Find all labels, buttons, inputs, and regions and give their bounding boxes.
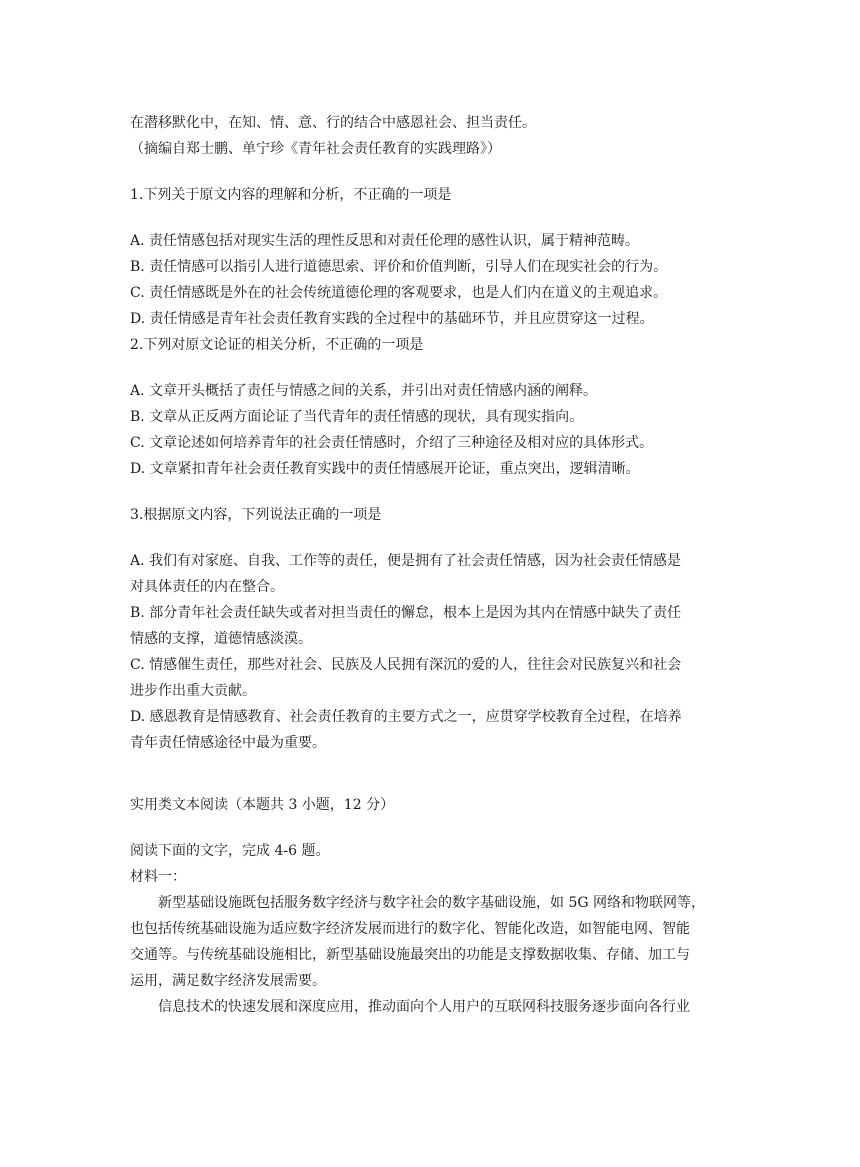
question-3-option-d-line1: D. 感恩教育是情感教育、社会责任教育的主要方式之一，应贯穿学校教育全过程，在培养 (130, 709, 682, 725)
section-heading: 实用类文本阅读（本题共 3 小题，12 分） (130, 797, 395, 813)
question-3-option-a-line2: 对具体责任的内在整合。 (130, 579, 284, 595)
question-1-option-a: A. 责任情感包括对现实生活的理性反思和对责任伦理的感性认识，属于精神范畴。 (130, 233, 640, 249)
question-3-option-b-line1: B. 部分青年社会责任缺失或者对担当责任的懈怠，根本上是因为其内在情感中缺失了责任 (130, 605, 682, 621)
question-2-option-c: C. 文章论述如何培养青年的社会责任情感时，介绍了三种途径及相对应的具体形式。 (130, 435, 654, 451)
source-citation: （摘编自郑士鹏、单宁珍《青年社会责任教育的实践理路》） (130, 141, 501, 157)
material-paragraph-1-line1: 新型基础设施既包括服务数字经济与数字社会的数字基础设施，如 5G 网络和物联网等， (158, 895, 705, 911)
reading-instruction: 阅读下面的文字，完成 4-6 题。 (130, 843, 330, 859)
question-3-stem: 3.根据原文内容，下列说法正确的一项是 (130, 507, 382, 523)
material-paragraph-1-line3: 交通等。与传统基础设施相比，新型基础设施最突出的功能是支撑数据收集、存储、加工与 (130, 947, 690, 963)
question-2-option-d: D. 文章紧扣青年社会责任教育实践中的责任情感展开论证，重点突出，逻辑清晰。 (130, 461, 640, 477)
material-paragraph-2-line1: 信息技术的快速发展和深度应用，推动面向个人用户的互联网科技服务逐步面向各行业 (158, 999, 690, 1015)
question-1-option-c: C. 责任情感既是外在的社会传统道德伦理的客观要求，也是人们内在道义的主观追求。 (130, 285, 668, 301)
intro-line: 在潜移默化中，在知、情、意、行的结合中感恩社会、担当责任。 (130, 115, 536, 131)
material-paragraph-1-line2: 也包括传统基础设施为适应数字经济发展而进行的数字化、智能化改造，如智能电网、智能 (130, 921, 690, 937)
material-label: 材料一： (130, 869, 186, 885)
question-3-option-d-line2: 青年责任情感途径中最为重要。 (130, 735, 326, 751)
document-content (130, 110, 740, 1020)
material-paragraph-1-line4: 运用，满足数字经济发展需要。 (130, 973, 326, 989)
question-3-option-c-line1: C. 情感催生责任，那些对社会、民族及人民拥有深沉的爱的人，往往会对民族复兴和社会 (130, 657, 682, 673)
question-3-option-b-line2: 情感的支撑，道德情感淡漠。 (130, 631, 312, 647)
question-2-option-a: A. 文章开头概括了责任与情感之间的关系，并引出对责任情感内涵的阐释。 (130, 383, 598, 399)
question-1-option-d: D. 责任情感是青年社会责任教育实践的全过程中的基础环节，并且应贯穿这一过程。 (130, 311, 654, 327)
question-2-stem: 2.下列对原文论证的相关分析，不正确的一项是 (130, 337, 424, 353)
question-3-option-a-line1: A. 我们有对家庭、自我、工作等的责任，便是拥有了社会责任情感，因为社会责任情感是 (130, 553, 682, 569)
question-1-option-b: B. 责任情感可以指引人进行道德思索、评价和价值判断，引导人们在现实社会的行为。 (130, 259, 668, 275)
question-1-stem: 1.下列关于原文内容的理解和分析，不正确的一项是 (130, 187, 452, 203)
question-2-option-b: B. 文章从正反两方面论证了当代青年的责任情感的现状，具有现实指向。 (130, 409, 584, 425)
question-3-option-c-line2: 进步作出重大贡献。 (130, 683, 256, 699)
